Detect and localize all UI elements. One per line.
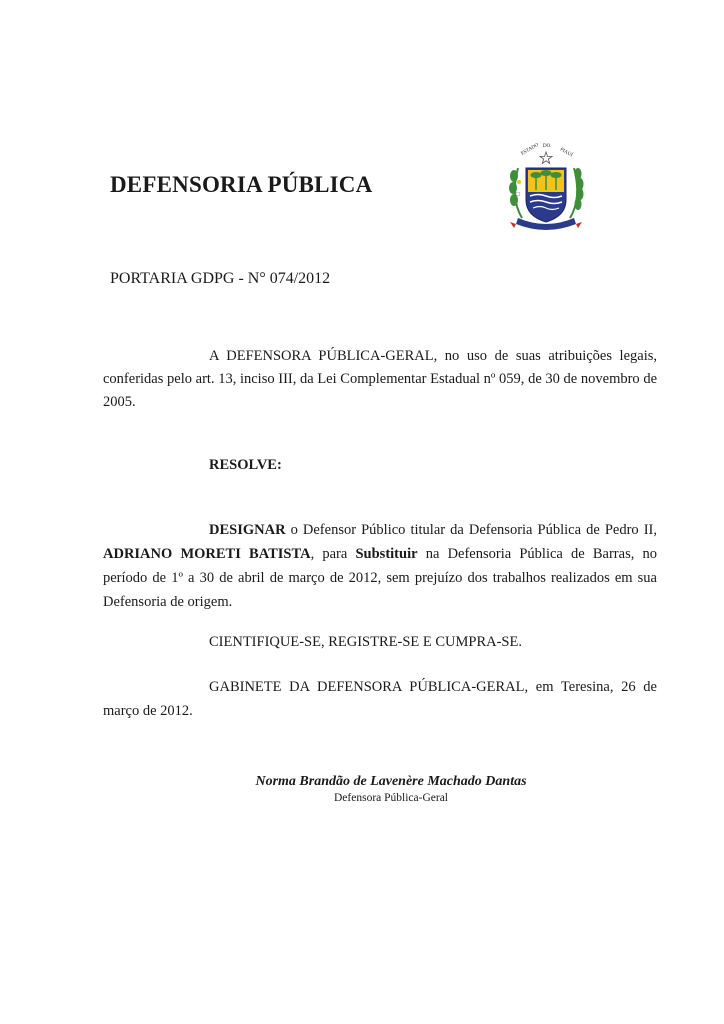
designar-text-3: na Defensoria Pública de Barras, no período de 1º a 30 de abril de março de 2012, sem prejuízo dos trabalhos realizados em sua Defensoria de origem. [103,546,657,610]
crest-left-branch [510,168,522,218]
signatory-role: Defensora Pública-Geral [334,792,448,804]
crest-right-branch [570,168,583,218]
crest-text-piaui: PIAUÍ [559,147,574,159]
document-title: DEFENSORIA PÚBLICA [110,172,373,197]
designar-verb: DESIGNAR [209,522,286,538]
cientifique-paragraph: CIENTIFIQUE-SE, REGISTRE-SE E CUMPRA-SE. [209,634,522,650]
crest-text-do: DO [543,144,551,149]
intro-paragraph: A DEFENSORA PÚBLICA-GERAL, no uso de suas atribuições legais, conferidas pelo art. 13, inciso III, da Lei Complementar Estadual nº 059, de 30 de novembro de 2005. [103,348,657,410]
crest-star [540,152,552,164]
designar-paragraph [103,518,657,614]
crest-text-estado: ESTADO [520,142,540,157]
signatory-name: Norma Brandão de Lavenère Machado Dantas [255,774,527,789]
designated-person-name: ADRIANO MORETI BATISTA [103,546,311,562]
resolve-heading: RESOLVE: [209,457,282,473]
designar-text-2: , para [310,546,356,562]
portaria-number: PORTARIA GDPG - N° 074/2012 [110,270,331,287]
coat-of-arms-piaui-icon [500,138,592,238]
designar-text-1: o Defensor Público titular da Defensoria Pública de Pedro II, [285,522,657,538]
gabinete-paragraph: GABINETE DA DEFENSORA PÚBLICA-GERAL, em Teresina, 26 de março de 2012. [103,679,657,719]
designar-action: Substituir [355,546,418,562]
